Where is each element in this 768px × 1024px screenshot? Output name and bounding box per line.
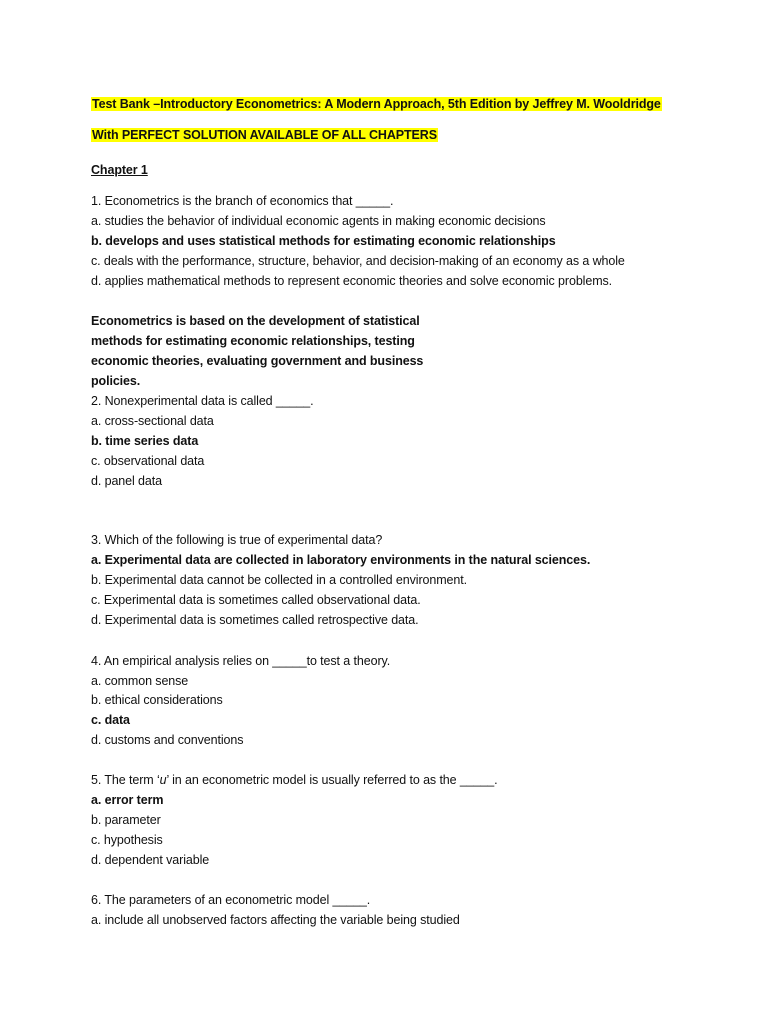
question-1: 1. Econometrics is the branch of economics that _____.: [91, 194, 394, 208]
chapter-heading: Chapter 1: [91, 163, 148, 177]
question-4-option-d: d. customs and conventions: [91, 733, 244, 747]
question-5-option-d: d. dependent variable: [91, 853, 210, 867]
explanation-line: policies.: [91, 374, 141, 388]
explanation-line: economic theories, evaluating government and business: [91, 354, 424, 368]
question-3-option-d: d. Experimental data is sometimes called retrospective data.: [91, 613, 419, 627]
question-6-option-a: a. include all unobserved factors affecting the variable being studied: [91, 913, 460, 927]
question-4-option-b: b. ethical considerations: [91, 693, 223, 707]
document-subtitle: With PERFECT SOLUTION AVAILABLE OF ALL CHAPTERS: [92, 128, 437, 142]
question-4-option-a: a. common sense: [91, 674, 189, 688]
question-4: 4. An empirical analysis relies on _____to test a theory.: [91, 654, 391, 668]
question-2-option-b: b. time series data: [91, 434, 199, 448]
explanation-line: methods for estimating economic relationships, testing: [91, 334, 415, 348]
question-1-option-d: d. applies mathematical methods to represent economic theories and solve economic problems.: [91, 274, 613, 288]
question-5: 5. The term ‘u’ in an econometric model is usually referred to as the _____.: [91, 773, 498, 787]
variable-u: u: [159, 773, 167, 787]
question-1-option-a: a. studies the behavior of individual economic agents in making economic decisions: [91, 214, 546, 228]
question-3-option-b: b. Experimental data cannot be collected in a controlled environment.: [91, 573, 467, 587]
question-6: 6. The parameters of an econometric model _____.: [91, 893, 371, 907]
question-2-option-a: a. cross-sectional data: [91, 414, 214, 428]
document-title: Test Bank –Introductory Econometrics: A Modern Approach, 5th Edition by Jeffrey M. Wooldridge: [92, 97, 661, 111]
question-5-option-a: a. error term: [91, 793, 164, 807]
question-3-option-a: a. Experimental data are collected in laboratory environments in the natural sciences.: [91, 553, 591, 567]
question-5-option-b: b. parameter: [91, 813, 161, 827]
question-2-option-c: c. observational data: [91, 454, 205, 468]
question-4-option-c: c. data: [91, 713, 130, 727]
question-1-option-c: c. deals with the performance, structure, behavior, and decision-making of an economy as a whole: [91, 254, 625, 268]
question-2-option-d: d. panel data: [91, 474, 162, 488]
question-3: 3. Which of the following is true of experimental data?: [91, 533, 383, 547]
explanation-line: Econometrics is based on the development of statistical: [91, 314, 420, 328]
question-1-option-b: b. develops and uses statistical methods for estimating economic relationships: [91, 234, 556, 248]
question-5-option-c: c. hypothesis: [91, 833, 163, 847]
question-3-option-c: c. Experimental data is sometimes called observational data.: [91, 593, 421, 607]
question-2: 2. Nonexperimental data is called _____.: [91, 394, 314, 408]
